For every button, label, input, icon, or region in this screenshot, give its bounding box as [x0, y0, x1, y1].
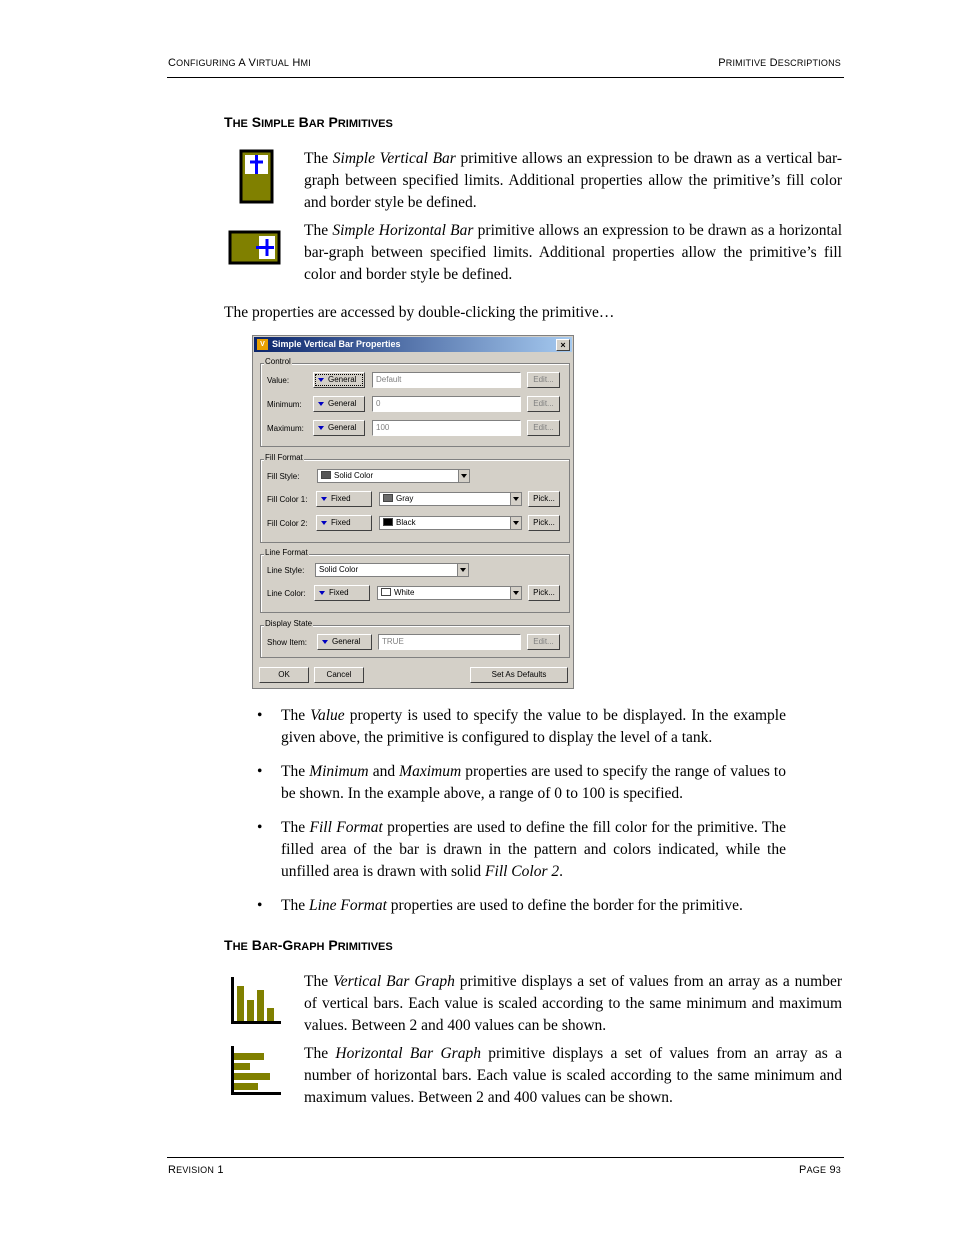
- simple-horizontal-bar-text: The Simple Horizontal Bar primitive allows an expression to be drawn as a horizontal bar-graph between specified limits. Additional properties allow the primitive’s fill color and border style be defined.: [304, 222, 842, 283]
- display-state-group-label: Display State: [265, 619, 313, 628]
- list-item-text: The Value property is used to specify the value to be displayed. In the example given above, the primitive is configured to display the level of a tank.: [281, 707, 786, 746]
- simple-vertical-bar-icon: [239, 149, 275, 205]
- chevron-down-icon: [458, 470, 469, 482]
- vertical-bar-graph-icon: [230, 976, 282, 1026]
- simple-vertical-bar-text: The Simple Vertical Bar primitive allows an expression to be drawn as a vertical bar-graph between specified limits. Additional properties allow the primitive’s fill color and border style be defined.: [304, 150, 842, 211]
- ok-button[interactable]: OK: [259, 667, 309, 683]
- footer-left: REVISION 1: [168, 1164, 224, 1176]
- set-as-defaults-button[interactable]: Set As Defaults: [470, 667, 568, 683]
- line-style-label: Line Style:: [267, 566, 305, 575]
- header-left: CONFIGURING A VIRTUAL HMI: [168, 57, 311, 69]
- bullet-icon: •: [257, 819, 263, 836]
- list-item: [253, 705, 786, 749]
- line-color-label: Line Color:: [267, 589, 306, 598]
- bullet-icon: •: [257, 897, 263, 914]
- line-style-value: Solid Color: [319, 565, 359, 574]
- section-title-simple-bar: THE SIMPLE BAR PRIMITIVES: [224, 114, 393, 130]
- value-edit-button[interactable]: Edit...: [527, 372, 560, 388]
- list-item: [253, 761, 786, 805]
- fill-style-select[interactable]: [317, 469, 470, 483]
- fill-color1-pick-button[interactable]: Pick...: [528, 491, 560, 507]
- properties-intro: The properties are accessed by double-clicking the primitive…: [224, 304, 615, 321]
- chevron-down-icon: [457, 564, 468, 576]
- fill-color2-swatch: [383, 518, 393, 526]
- horizontal-bar-graph-icon: [230, 1045, 282, 1097]
- line-color-pick-button[interactable]: Pick...: [528, 585, 560, 601]
- fill-color2-value: Black: [396, 518, 416, 527]
- fill-color1-select[interactable]: [379, 492, 522, 506]
- header-rule: [167, 77, 844, 78]
- show-item-mode-dropdown[interactable]: [317, 634, 372, 650]
- horizontal-bar-graph-text: The Horizontal Bar Graph primitive displays a set of values from an array as a number of horizontal bars. Each value is scaled according to the same minimum and maximum values. Between 2 and 400 values can be shown.: [304, 1045, 842, 1106]
- chevron-down-icon: [510, 517, 521, 529]
- list-item-text: The Minimum and Maximum properties are used to specify the range of values to be shown. In the example above, a range of 0 to 100 is specified.: [281, 763, 786, 802]
- fill-color2-select[interactable]: [379, 516, 522, 530]
- fill-color1-mode-dropdown[interactable]: [316, 491, 372, 507]
- list-item: [253, 895, 786, 917]
- fill-color1-swatch: [383, 494, 393, 502]
- minimum-mode-dropdown[interactable]: [313, 396, 365, 412]
- maximum-edit-button[interactable]: Edit...: [527, 420, 560, 436]
- header-right: PRIMITIVE DESCRIPTIONS: [718, 57, 841, 69]
- close-icon[interactable]: ×: [556, 339, 570, 351]
- minimum-field[interactable]: 0: [372, 396, 521, 412]
- minimum-mode-label: General: [328, 399, 357, 408]
- fill-style-label: Fill Style:: [267, 472, 300, 481]
- cancel-button[interactable]: Cancel: [314, 667, 364, 683]
- app-icon: V: [257, 339, 268, 350]
- value-field[interactable]: Default: [372, 372, 521, 388]
- maximum-label: Maximum:: [267, 424, 304, 433]
- chevron-down-icon: [510, 587, 521, 599]
- chevron-down-icon: [321, 521, 327, 525]
- fill-color1-mode-label: Fixed: [331, 494, 351, 503]
- fill-color2-mode-label: Fixed: [331, 518, 351, 527]
- line-color-swatch: [381, 588, 391, 596]
- simple-horizontal-bar-icon: [228, 230, 282, 266]
- chevron-down-icon: [318, 426, 324, 430]
- bullet-icon: •: [257, 707, 263, 724]
- line-color-value: White: [394, 588, 415, 597]
- chevron-down-icon: [318, 402, 324, 406]
- value-label: Value:: [267, 376, 290, 385]
- chevron-down-icon: [319, 591, 325, 595]
- maximum-field[interactable]: 100: [372, 420, 521, 436]
- maximum-mode-label: General: [328, 423, 357, 432]
- show-item-label: Show Item:: [267, 638, 308, 647]
- bullet-icon: •: [257, 763, 263, 780]
- chevron-down-icon: [318, 378, 324, 382]
- line-format-group-label: Line Format: [265, 548, 308, 557]
- line-color-select[interactable]: [377, 586, 522, 600]
- control-group-label: Control: [265, 357, 291, 366]
- list-item: [253, 817, 786, 883]
- fill-style-value: Solid Color: [334, 471, 374, 480]
- chevron-down-icon: [510, 493, 521, 505]
- value-mode-label: General: [328, 375, 357, 384]
- list-item-text: The Fill Format properties are used to define the fill color for the primitive. The filled area of the bar is drawn in the pattern and colors indicated, while the unfilled area is drawn with solid Fill Color 2.: [281, 819, 786, 880]
- footer-rule: [167, 1157, 844, 1158]
- show-item-field[interactable]: TRUE: [378, 634, 521, 650]
- fill-color2-pick-button[interactable]: Pick...: [528, 515, 560, 531]
- properties-dialog: [252, 335, 574, 689]
- fill-color2-mode-dropdown[interactable]: [316, 515, 372, 531]
- dialog-titlebar[interactable]: [254, 337, 572, 352]
- dialog-title: Simple Vertical Bar Properties: [272, 339, 401, 349]
- minimum-edit-button[interactable]: Edit...: [527, 396, 560, 412]
- maximum-mode-dropdown[interactable]: [313, 420, 365, 436]
- fill-color1-label: Fill Color 1:: [267, 495, 308, 504]
- chevron-down-icon: [322, 640, 328, 644]
- fill-color2-label: Fill Color 2:: [267, 519, 308, 528]
- fill-format-group-label: Fill Format: [265, 453, 303, 462]
- line-color-mode-dropdown[interactable]: [314, 585, 370, 601]
- vertical-bar-graph-text: The Vertical Bar Graph primitive displays a set of values from an array as a number of vertical bars. Each value is scaled according to the same minimum and maximum values. Between 2 and 400 values can be shown.: [304, 973, 842, 1034]
- fill-color1-value: Gray: [396, 494, 414, 503]
- value-mode-dropdown[interactable]: [313, 372, 365, 388]
- page-number: PAGE 93: [799, 1164, 841, 1176]
- chevron-down-icon: [321, 497, 327, 501]
- line-style-select[interactable]: [315, 563, 469, 577]
- show-item-edit-button[interactable]: Edit...: [527, 634, 560, 650]
- section-title-bar-graph: THE BAR-GRAPH PRIMITIVES: [224, 937, 393, 953]
- list-item-text: The Line Format properties are used to define the border for the primitive.: [281, 897, 743, 914]
- fill-style-swatch: [321, 471, 331, 479]
- show-item-mode-label: General: [332, 637, 361, 646]
- minimum-label: Minimum:: [267, 400, 302, 409]
- line-color-mode-label: Fixed: [329, 588, 349, 597]
